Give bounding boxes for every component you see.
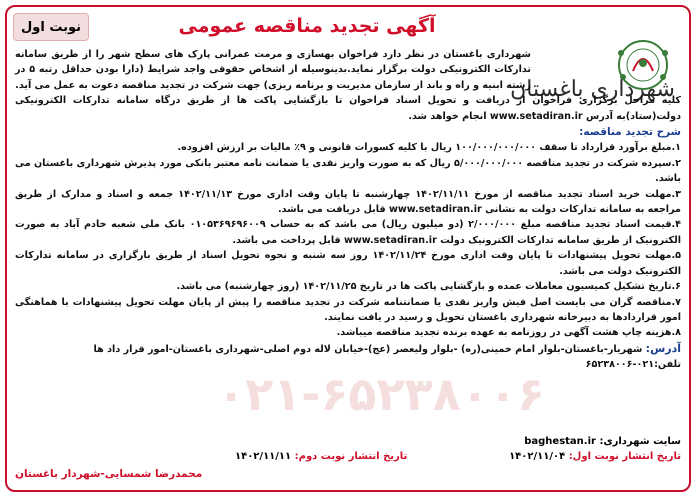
first-publish-date	[509, 449, 681, 464]
intro-paragraph-2: کلیه مراحل برگزاری فراخوان از دریافت و تحویل اسناد فراخوان تا بازگشایی پاکت ها از طریق درگاه سامانه تدارکات الکترونیکی دولت(ستاد)به آدرس www.setadiran.ir انجام خواهد شد.	[15, 95, 681, 122]
signature: محمدرضا شمسایی-شهردار باغستان	[15, 468, 203, 480]
first-publish-value: ۱۴۰۲/۱۱/۰۴	[509, 451, 566, 462]
list-item: ۴.قیمت اسناد تجدید مناقصه مبلغ ۲/۰۰۰/۰۰۰ (دو میلیون ریال) می باشد که به حساب ۰۱۰۵۳۶۹۶۹۶۰۰۹ بانک ملی شعبه خادم آباد به صورت الکترونیک از طریق سامانه تدارکات الکترونیک دولت www.setadiran.ir قابل پرداخت می باشد.	[15, 219, 681, 246]
list-item: ۱.مبلغ برآورد قرارداد تا سقف ۱۰۰/۰۰۰/۰۰۰/۰۰۰ ریال با کلیه کسورات قانونی و ۹٪ مالیات بر ارزش افزوده.	[177, 142, 681, 154]
section-title: شرح تجدید مناقصه:	[579, 126, 681, 139]
second-publish-label: تاریخ انتشار نوبت دوم:	[294, 451, 408, 462]
watermark-phone: ۰۲۱-۶۵۲۳۸۰۰۶	[217, 367, 545, 421]
list-item: ۷.مناقصه گران می بایست اصل فیش واریز نقدی یا ضمانتنامه شرکت در تجدید مناقصه را پیش از پایان مهلت تحویل پیشنهادات با هماهنگی امور قراردادها به دبیرخانه شهرداری باغستان تحویل و رسید در یافت نمایند.	[15, 296, 681, 323]
notice-round-badge: نوبت اول	[13, 13, 89, 41]
dates-row	[15, 449, 681, 464]
address-text: شهریار-باغستان-بلوار امام خمینی(ره) -بلوار ولیعصر (عج)-خیابان لاله دوم اصلی-شهرداری باغستان-امور قرار داد ها	[93, 343, 643, 355]
list-item: ۳.مهلت خرید اسناد تجدید مناقصه از مورخ ۱۴۰۲/۱۱/۱۱ چهارشنبه تا پایان وقت اداری مورخ ۱۴۰۲/۱۱/۱۳ جمعه و اسناد و مدارک از طریق مراجعه به سامانه تدارکات دولت به نشانی www.setadiran.ir قابل دریافت می باشد.	[15, 188, 681, 216]
notice-footer	[15, 434, 681, 484]
notice-body	[15, 47, 681, 430]
list-item: ۶.تاریخ تشکیل کمیسیون معاملات عمده و بازگشایی پاکت ها در تاریخ ۱۴۰۲/۱۱/۲۵ (روز چهارشنبه) می باشد.	[176, 281, 681, 293]
intro-paragraph-1: شهرداری باغستان در نظر دارد فراخوان بهسازی و مرمت عمرانی پارک های سطح شهر را از طریق سامانه تدارکات الکترونیکی دولت برگزار نماید.بدینوسیله از اشخاص حقوقی واجد شرایط (دارا بودن حداقل رتبه ۵ در رشته ابنیه و راه و باند از سازمان مدیریت و برنامه ریزی) جهت شرکت در تجدید مناقصه دعوت به عمل می آید.	[15, 49, 531, 91]
address-label: آدرس:	[645, 341, 681, 355]
logo-wordmark: شهرداری باغستان	[510, 77, 675, 102]
second-publish-date	[235, 449, 407, 464]
list-item: ۲.سپرده شرکت در تجدید مناقصه ۵/۰۰۰/۰۰۰/۰۰۰ ریال که به صورت واریز نقدی یا ضمانت نامه معتبر بانکی مورد پذیرش شهرداری باغستان می باشد.	[15, 157, 681, 185]
phone-line: تلفن:۰۲۱-۶۵۲۳۸۰۰۶	[585, 359, 681, 371]
notice-page	[5, 5, 691, 492]
site-line: سایت شهرداری: baghestan.ir	[524, 436, 681, 447]
list-item: ۸.هزینه چاپ هشت آگهی در روزنامه به عهده برنده تجدید مناقصه میباشد.	[336, 327, 681, 339]
second-publish-value: ۱۴۰۲/۱۱/۱۱	[235, 451, 292, 462]
address-line	[15, 341, 681, 357]
notice-title: آگهی تجدید مناقصه عمومی	[178, 15, 436, 37]
first-publish-label: تاریخ انتشار نوبت اول:	[568, 451, 681, 462]
list-item: ۵.مهلت تحویل پیشنهادات تا پایان وقت اداری مورخ ۱۴۰۲/۱۱/۲۴ روز سه شنبه و نحوه تحویل اسناد از طریق بارگزاری در سامانه تدارکات الکترونیک دولت می باشد.	[15, 250, 681, 277]
